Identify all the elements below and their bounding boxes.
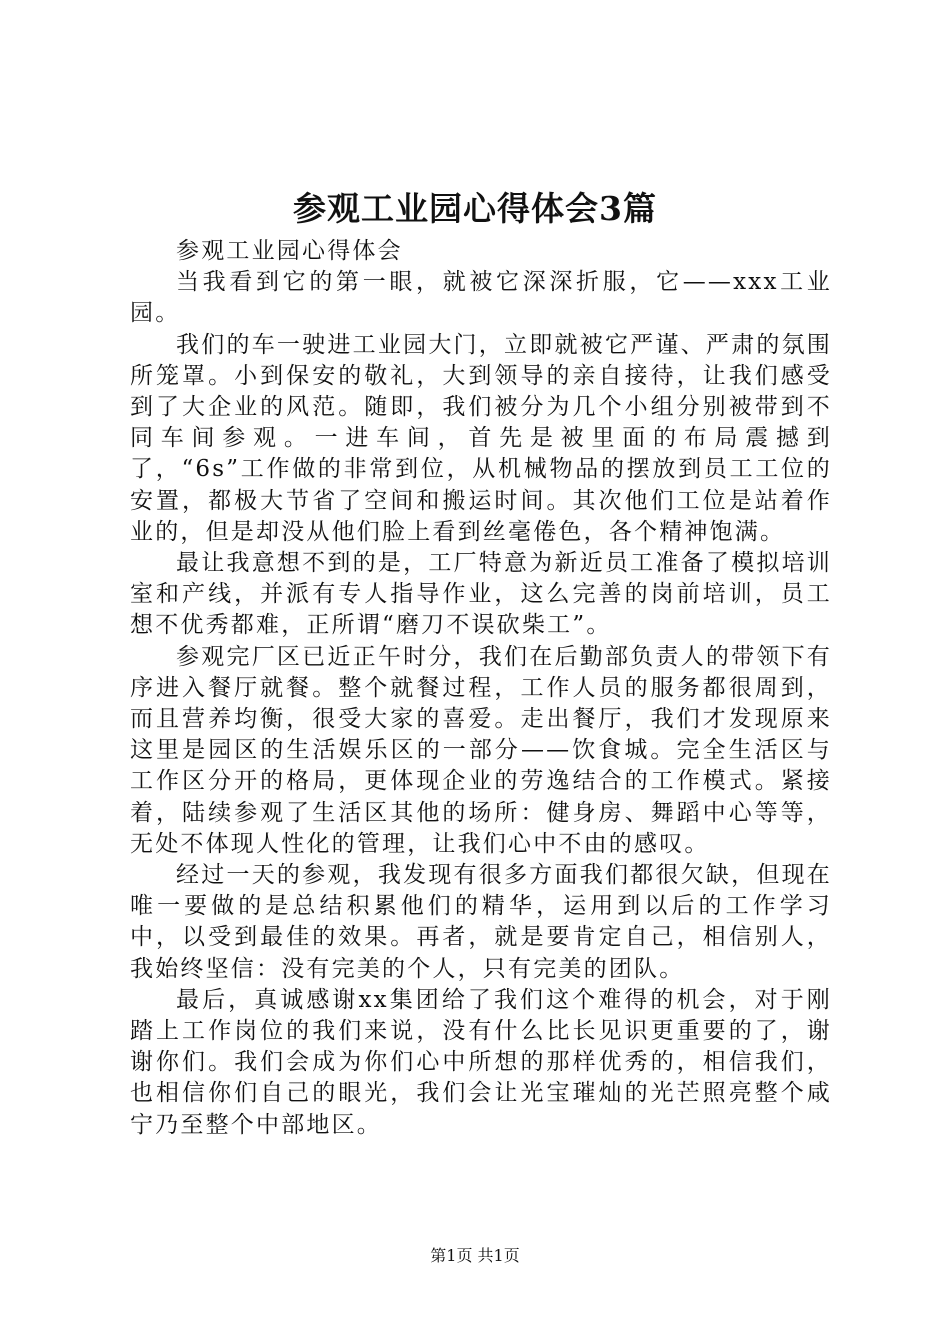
body-paragraph: 当我看到它的第一眼，就被它深深折服，它——xxx工业园。 — [130, 269, 832, 327]
body-paragraph: 经过一天的参观，我发现有很多方面我们都很欠缺，但现在唯一要做的是总结积累他们的精华，运用到以后的工作学习中，以受到最佳的效果。再者，就是要肯定自己，相信别人，我始终坚信：没有完美的个人，只有完美的团队。 — [130, 862, 832, 982]
body-paragraph: 最后，真诚感谢xx集团给了我们这个难得的机会，对于刚踏上工作岗位的我们来说，没有什么比长见识更重要的了，谢谢你们。我们会成为你们心中所想的那样优秀的，相信我们，也相信你们自己的眼光，我们会让光宝璀灿的光芒照亮整个咸宁乃至整个中部地区。 — [130, 986, 832, 1138]
document-body — [130, 236, 832, 1141]
subtitle-paragraph: 参观工业园心得体会 — [176, 238, 403, 264]
body-paragraph: 最让我意想不到的是，工厂特意为新近员工准备了模拟培训室和产线，并派有专人指导作业，这么完善的岗前培训，员工想不优秀都难，正所谓“磨刀不误砍柴工”。 — [130, 550, 832, 639]
page-footer: 第1页 共1页 — [430, 1246, 520, 1265]
body-paragraph: 参观完厂区已近正午时分，我们在后勤部负责人的带领下有序进入餐厅就餐。整个就餐过程，工作人员的服务都很周到，而且营养均衡，很受大家的喜爱。走出餐厅，我们才发现原来这里是园区的生活娱乐区的一部分——饮食城。完全生活区与工作区分开的格局，更体现企业的劳逸结合的工作模式。紧接着，陆续参观了生活区其他的场所：健身房、舞蹈中心等等，无处不体现人性化的管理，让我们心中不由的感叹。 — [130, 643, 832, 857]
body-paragraph: 我们的车一驶进工业园大门，立即就被它严谨、严肃的氛围所笼罩。小到保安的敬礼，大到领导的亲自接待，让我们感受到了大企业的风范。随即，我们被分为几个小组分别被带到不同车间参观。一进车间，首先是被里面的布局震撼到了，“6s”工作做的非常到位，从机械物品的摆放到员工工位的安置，都极大节省了空间和搬运时间。其次他们工位是站着作业的，但是却没从他们脸上看到丝毫倦色，各个精神饱满。 — [130, 331, 832, 545]
document-title: 参观工业园心得体会3篇 — [293, 189, 657, 228]
